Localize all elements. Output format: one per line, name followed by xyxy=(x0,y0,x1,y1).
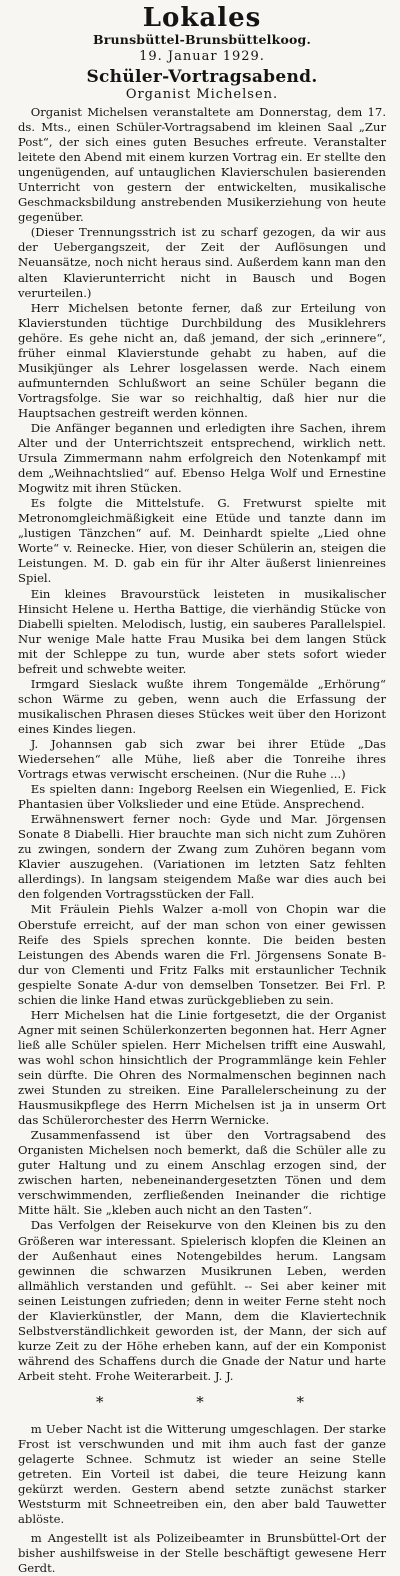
section-separator: * * * xyxy=(95,1392,349,1411)
article-paragraph: Zusammenfassend ist über den Vortragsabend des Organisten Michelsen noch bemerkt, daß die Schüler alle zu guter Haltung und zu einem Anschlag erzogen sind, der zwischen harten, nebeneinandergesetzten Tönen und dem verschwimmenden, zerfließenden Ineinander die richtige Mitte hält. Sie „kleben auch nicht an den Tasten“. xyxy=(18,1128,386,1218)
article-paragraph: Ein kleines Bravourstück leisteten in musikalischer Hinsicht Helene u. Hertha Battige, die vierhändig Stücke von Diabelli spielten. Melodisch, lustig, ein sauberes Parallelspiel. Nur wenige Male hatte Frau Musika bei dem langen Stück mit der Schleppe zu tun, wurde aber stets sofort wieder befreit und schwebte weiter. xyxy=(18,586,386,676)
section-title: Lokales xyxy=(142,3,262,33)
date-line: 19. Januar 1929. xyxy=(139,49,265,64)
masthead xyxy=(18,4,386,103)
news-note: m Angestellt ist als Polizeibeamter in Brunsbüttel-Ort der bisher aushilfsweise in der Stelle beschäftigt gewesene Herr Gerdt. xyxy=(18,1531,386,1576)
article-paragraph: Es spielten dann: Ingeborg Reelsen ein Wiegenlied, E. Fick Phantasien über Volkslieder und eine Etüde. Ansprechend. xyxy=(18,782,386,812)
article-paragraph: Die Anfänger begannen und erledigten ihre Sachen, ihrem Alter und der Unterrichtszeit entsprechend, wirklich nett. Ursula Zimmermann nahm erfolgreich den Notenkampf mit dem „Weihnachtslied“ auf. Ebenso Helga Wolf und Ernestine Mogwitz mit ihren Stücken. xyxy=(18,420,386,496)
article-body xyxy=(18,105,386,1384)
news-note: m Ueber Nacht ist die Witterung umgeschlagen. Der starke Frost ist verschwunden und mit ihm auch fast der ganze gelagerte Schnee. Schmutz ist wieder an seine Stelle getreten. Ein Vorteil ist dabei, die teure Heizung kann gekürzt werden. Gestern abend setzte zunächst starker Weststurm mit Schneetreiben ein, den aber bald Tauwetter ablöste. xyxy=(18,1421,386,1527)
article-paragraph: Das Verfolgen der Reisekurve von den Kleinen bis zu den Größeren war interessant. Spielerisch klopfen die Kleinen an der Außenhaut eines Notengebildes herum. Langsam gewinnen die schwarzen Musikrunen Leben, werden allmählich verstanden und gefühlt. -- Sei aber keiner mit seinen Leistungen zufrieden; denn in weiter Ferne steht noch der Klavierkünstler, der Mann, dem die Klaviertechnik Selbstverständlichkeit geworden ist, der Mann, der sich auf kurze Zeit zu der Höhe erheben kann, auf der ein Komponist während des Schaffens durch die Gnade der Natur und harte Arbeit steht. Frohe Weiterarbeit. J. J. xyxy=(18,1218,386,1383)
location-line: Brunsbüttel-Brunsbüttelkoog. xyxy=(92,32,312,47)
article-paragraph: Erwähnenswert ferner noch: Gyde und Mar. Jörgensen Sonate 8 Diabelli. Hier brauchte man sich nicht zum Zuhören zu zwingen, sondern der Zwang zum Zuhören begann vom Klavier auszugehen. (Variationen im letzten Satz fehlten allerdings). In langsam steigendem Maße war dies auch bei den folgenden Vortragsstücken der Fall. xyxy=(18,812,386,902)
article-paragraph: J. Johannsen gab sich zwar bei ihrer Etüde „Das Wiedersehen“ alle Mühe, ließ aber die Tonreihe ihres Vortrags etwas verwischt erscheinen. (Nur die Ruhe ...) xyxy=(18,736,386,782)
article-paragraph: Irmgard Sieslack wußte ihrem Tongemälde „Erhörung“ schon Wärme zu geben, wenn auch die Erfassung der musikalischen Phrasen dieses Stückes weit über den Horizont eines Kindes liegen. xyxy=(18,676,386,736)
article-paragraph: Es folgte die Mittelstufe. G. Fretwurst spielte mit Metronomgleichmäßigkeit eine Etüde und tanzte dann im „lustigen Tänzchen“ auf. M. Deinhardt spielte „Lied ohne Worte“ v. Reinecke. Hier, von dieser Schülerin an, steigen die Leistungen. M. D. gab ein für ihr Alter äußerst linienreines Spiel. xyxy=(18,496,386,586)
article-paragraph: Herr Michelsen hat die Linie fortgesetzt, die der Organist Agner mit seinen Schülerkonzerten begonnen hat. Herr Agner ließ alle Schüler spielen. Herr Michelsen trifft eine Auswahl, was wohl schon hinsichtlich der Programmlänge kein Fehler sein dürfte. Die Ohren des Normalmenschen beginnen nach zwei Stunden zu streiken. Eine Parallelerscheinung zu der Hausmusikpflege des Herrn Michelsen ist ja in unserm Ort das Schülerorchester des Herrn Wernicke. xyxy=(18,1007,386,1128)
article-paragraph: Herr Michelsen betonte ferner, daß zur Erteilung von Klavierstunden tüchtige Durchbildung des Musiklehrers gehöre. Es gehe nicht an, daß jemand, der sich „erinnere“, früher einmal Klavierstunde gehabt zu haben, auf die Musikjünger als Lehrer losgelassen werde. Nach einem aufmunternden Schlußwort an seine Schüler begann die Vortragsfolge. Sie war so reichhaltig, daß hier nur die Hauptsachen gestreift werden können. xyxy=(18,300,386,420)
article-paragraph: (Dieser Trennungsstrich ist zu scharf gezogen, da wir aus der Uebergangszeit, der Zeit der Auflösungen und Neuansätze, noch nicht heraus sind. Außerdem kann man den alten Klavierunterricht nicht in Bausch und Bogen verurteilen.) xyxy=(18,225,386,300)
article-paragraph: Mit Fräulein Piehls Walzer a-moll von Chopin war die Oberstufe erreicht, auf der man schon von einer gewissen Reife des Spiels sprechen konnte. Die beiden besten Leistungen des Abends waren die Frl. Jörgensens Sonate B-dur von Clementi und Fritz Falks mit erstaunlicher Technik gespielte Sonate A-dur von demselben Tonsetzer. Bei Frl. P. schien die linke Hand etwas zurückgeblieben zu sein. xyxy=(18,902,386,1007)
local-notes xyxy=(18,1422,386,1576)
article-title: Schüler-Vortragsabend. xyxy=(86,67,318,87)
article-paragraph: Organist Michelsen veranstaltete am Donnerstag, dem 17. ds. Mts., einen Schüler-Vortragsabend im kleinen Saal „Zur Post“, der sich eines guten Besuches erfreute. Veranstalter leitete den Abend mit einem kurzen Vortrag ein. Er stellte den ungenügenden, auf untauglichen Klavierschulen basierenden Unterricht von gestern der entwickelten, musikalische Geschmacksbildung anstrebenden Musikerziehung von heute gegenüber. xyxy=(18,105,386,225)
article-subtitle: Organist Michelsen. xyxy=(125,87,279,102)
